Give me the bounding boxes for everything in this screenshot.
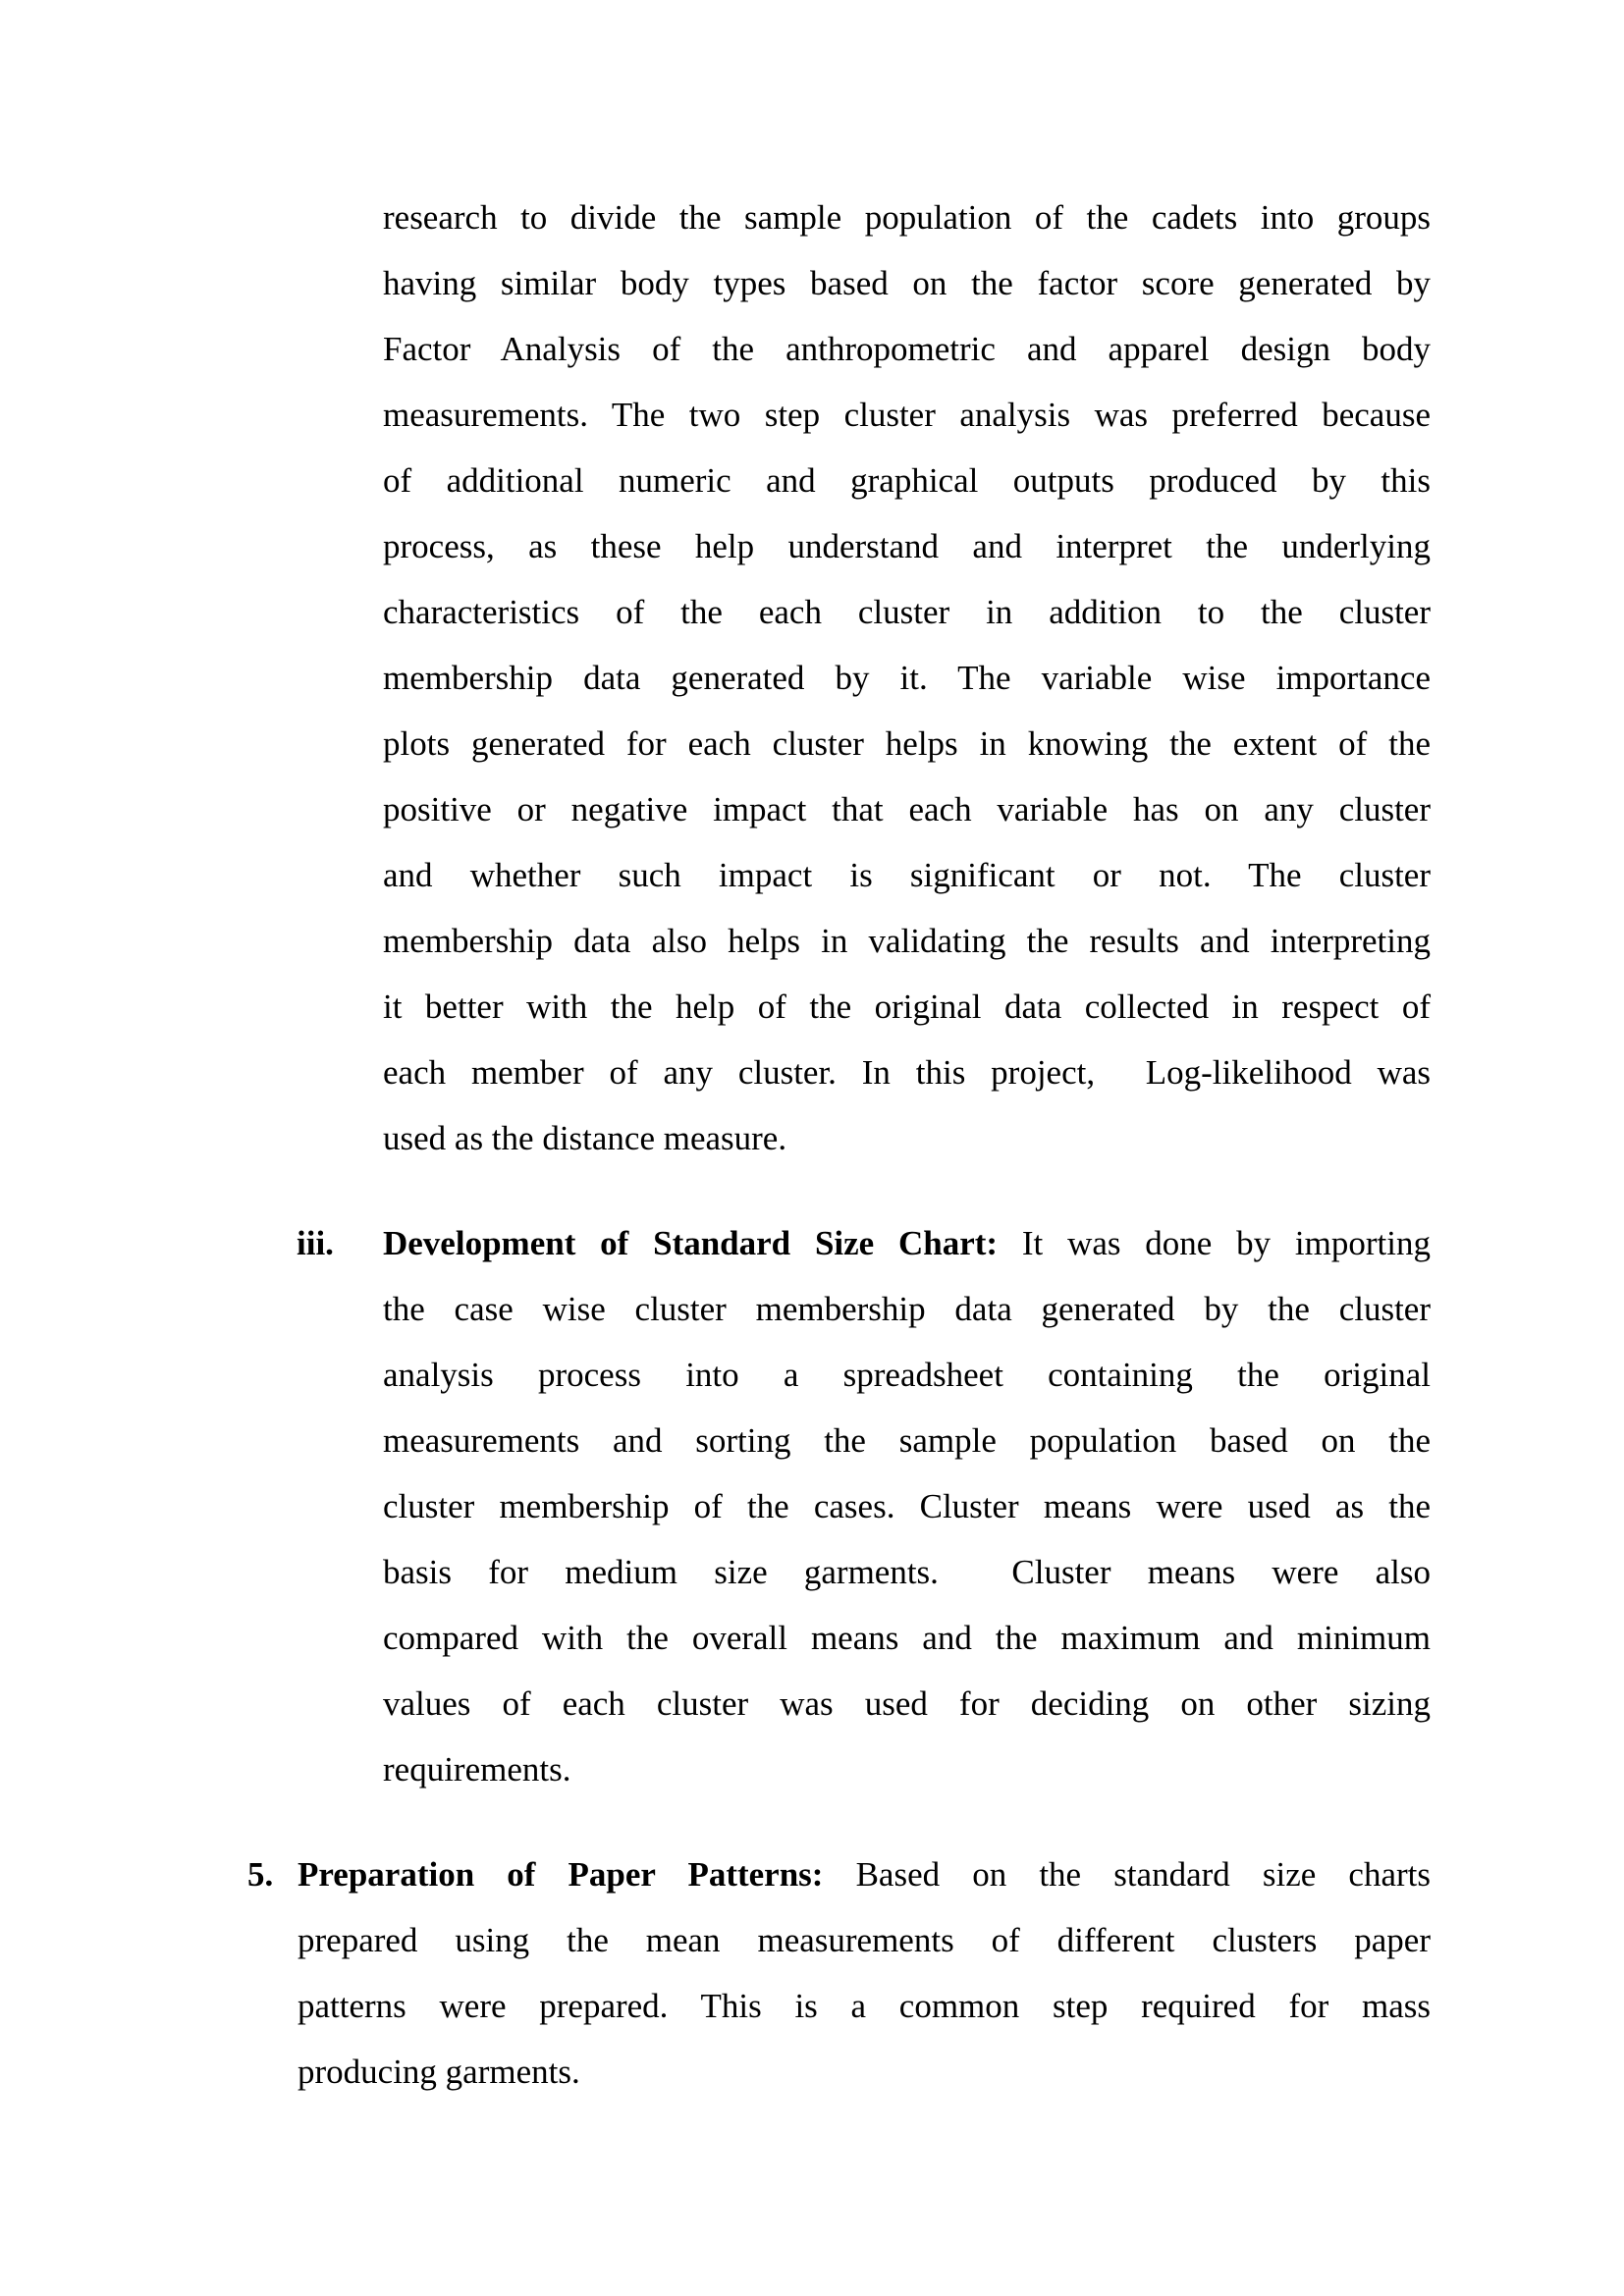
paragraph-two-step-cluster-analysis xyxy=(383,185,1431,1171)
text-line: prepared using the mean measurements of different clusters paper xyxy=(298,1921,1431,1959)
text-line: analysis process into a spreadsheet containing the original xyxy=(383,1356,1431,1394)
text-line: plots generated for each cluster helps in knowing the extent of the xyxy=(383,724,1431,763)
heading-preparation-of-paper-patterns: Preparation of Paper Patterns: xyxy=(298,1855,824,1894)
list-item-iii-development-of-standard-size-chart xyxy=(297,1210,1431,1802)
text-line: research to divide the sample population of the cadets into groups xyxy=(383,198,1431,237)
text-line: measurements and sorting the sample population based on the xyxy=(383,1421,1431,1460)
item-iii-body xyxy=(383,1276,1431,1802)
text-line: measurements. The two step cluster analysis was preferred because xyxy=(383,396,1431,434)
text-line: of additional numeric and graphical outputs produced by this xyxy=(383,461,1431,500)
text-line xyxy=(383,1210,1431,1276)
item-5-first-line-text: Based on the standard size charts xyxy=(823,1855,1431,1894)
text-line: having similar body types based on the factor score generated by xyxy=(383,264,1431,302)
text-line xyxy=(298,1842,1431,1907)
text-line: requirements. xyxy=(383,1750,571,1789)
item-5-body xyxy=(298,1907,1431,2105)
text-line: characteristics of the each cluster in addition to the cluster xyxy=(383,593,1431,631)
text-line: compared with the overall means and the maximum and minimum xyxy=(383,1619,1431,1657)
text-line: each member of any cluster. In this project, Log-likelihood was xyxy=(383,1053,1431,1092)
list-marker-5: 5. xyxy=(247,1855,274,1894)
text-line: basis for medium size garments. Cluster means were also xyxy=(383,1553,1431,1591)
text-line: it better with the help of the original data collected in respect of xyxy=(383,988,1431,1026)
text-line: used as the distance measure. xyxy=(383,1119,787,1157)
text-line: Factor Analysis of the anthropometric and apparel design body xyxy=(383,330,1431,368)
item-iii-first-line-text: It was done by importing xyxy=(998,1224,1431,1262)
list-item-5-preparation-of-paper-patterns xyxy=(247,1842,1431,2105)
text-line: patterns were prepared. This is a common step required for mass xyxy=(298,1987,1431,2025)
text-line: membership data also helps in validating the results and interpreting xyxy=(383,922,1431,960)
text-line: producing garments. xyxy=(298,2053,580,2091)
list-marker-iii: iii. xyxy=(297,1224,334,1262)
text-line: the case wise cluster membership data generated by the cluster xyxy=(383,1290,1431,1328)
heading-development-of-standard-size-chart: Development of Standard Size Chart: xyxy=(383,1224,999,1262)
text-line: and whether such impact is significant or not. The cluster xyxy=(383,856,1431,894)
text-line: process, as these help understand and interpret the underlying xyxy=(383,527,1431,565)
text-line: values of each cluster was used for deciding on other sizing xyxy=(383,1684,1431,1723)
text-line: membership data generated by it. The variable wise importance xyxy=(383,659,1431,697)
text-line: positive or negative impact that each variable has on any cluster xyxy=(383,790,1431,828)
text-line: cluster membership of the cases. Cluster means were used as the xyxy=(383,1487,1431,1525)
